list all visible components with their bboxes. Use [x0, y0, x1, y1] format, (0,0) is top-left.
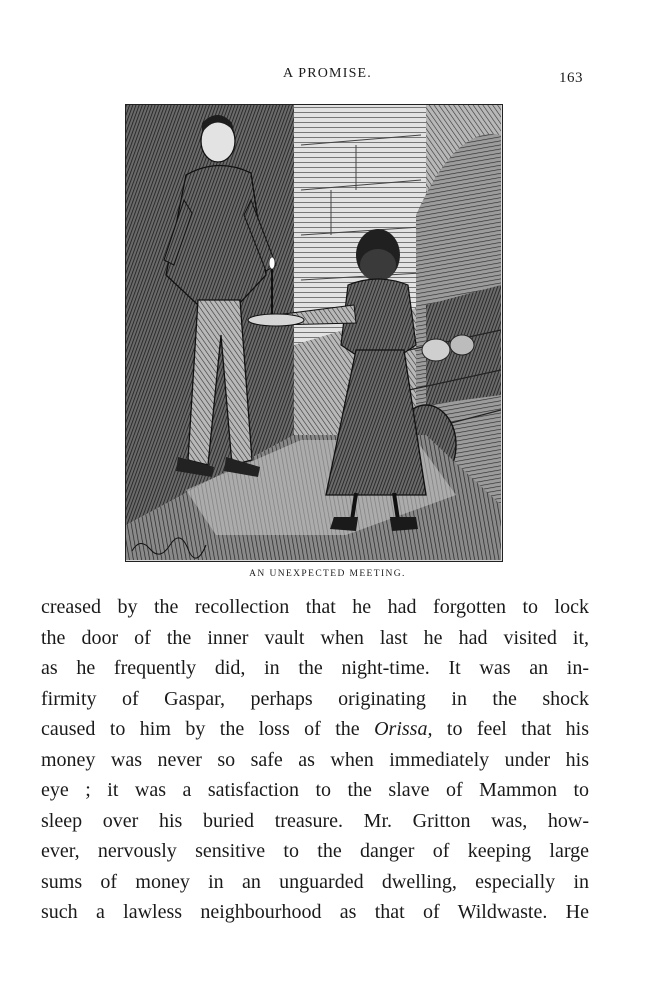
- text-line: the door of the inner vault when last he had visited it,: [41, 626, 589, 649]
- page-number: 163: [559, 70, 583, 86]
- text-line: eye ; it was a satisfaction to the slave of Mammon to: [41, 779, 589, 801]
- text-line: sleep over his buried treasure. Mr. Gritton was, how-: [41, 809, 589, 832]
- text-line: creased by the recollection that he had forgotten to lock: [41, 596, 589, 618]
- text-line: caused to him by the loss of the Orissa, to feel that his: [41, 718, 590, 740]
- text-line: as he frequently did, in the night-time. It was an in-: [41, 657, 589, 679]
- illustration-caption: AN UNEXPECTED MEETING.: [249, 569, 406, 579]
- body-paragraph: [41, 592, 589, 928]
- engraving-drawing: [126, 105, 501, 560]
- running-title: A PROMISE.: [282, 66, 373, 81]
- text-line: such a lawless neighbourhood as that of Wildwaste. He: [41, 901, 589, 923]
- engraving-illustration: [125, 104, 503, 562]
- running-head: [0, 64, 655, 86]
- text-line: firmity of Gaspar, perhaps originating in the shock: [41, 687, 589, 710]
- text-line: money was never so safe as when immediately under his: [41, 748, 589, 771]
- ship-name: Orissa,: [374, 718, 433, 740]
- text-line: sums of money in an unguarded dwelling, especially in: [41, 870, 589, 893]
- text-line: ever, nervously sensitive to the danger of keeping large: [41, 840, 589, 862]
